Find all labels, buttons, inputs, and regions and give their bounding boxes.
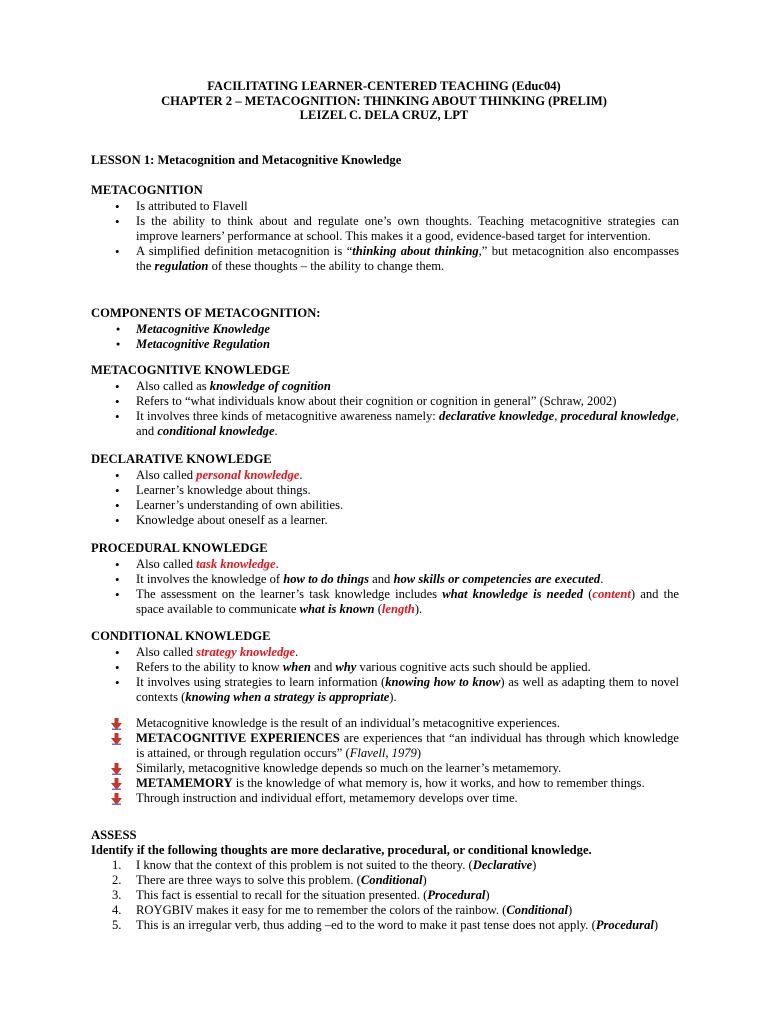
arrow-down-icon: [111, 763, 122, 775]
list-item: • Also called task knowledge.: [91, 557, 679, 572]
list-item: Metacognitive knowledge is the result of an individual’s metacognitive experiences.: [111, 716, 679, 731]
section-heading: METACOGNITION: [91, 183, 203, 197]
question-item: 5. This is an irregular verb, thus adding –ed to the word to make it past tense does not apply. (Procedural): [112, 918, 659, 932]
question-item: 3. This fact is essential to recall for the situation presented. (Procedural): [112, 888, 490, 902]
section-metacognitive-knowledge: [91, 363, 679, 439]
question-list: [91, 858, 681, 933]
section-heading: PROCEDURAL KNOWLEDGE: [91, 541, 268, 555]
bullet-list: [91, 645, 679, 705]
list-item: ● Metacognitive Knowledge: [91, 322, 679, 337]
bullet-list: [91, 557, 679, 617]
list-item: • Refers to the ability to know when and why various cognitive acts such should be applied.: [91, 660, 679, 675]
list-item: • The assessment on the learner’s task knowledge includes what knowledge is needed (content) and the space available to communicate what is known (length).: [91, 587, 679, 617]
list-item: • Also called as knowledge of cognition: [91, 379, 679, 394]
section-declarative-knowledge: [91, 452, 679, 528]
section-heading: ASSESS: [91, 828, 137, 842]
list-item: • Also called strategy knowledge.: [91, 645, 679, 660]
list-item: • Learner’s knowledge about things.: [91, 483, 679, 498]
author-name: LEIZEL C. DELA CRUZ, LPT: [299, 108, 469, 122]
list-item: • It involves using strategies to learn information (knowing how to know) as well as adapting them to novel contexts (knowing when a strategy is appropriate).: [91, 675, 679, 705]
list-item: Through instruction and individual effort, metamemory develops over time.: [111, 791, 679, 806]
bullet-list: [91, 322, 679, 352]
list-item: • A simplified definition metacognition is “thinking about thinking,” but metacognition also encompasses the regulation of these thoughts – the ability to change them.: [91, 244, 679, 274]
arrow-down-icon: [111, 793, 122, 805]
chapter-title: CHAPTER 2 – METACOGNITION: THINKING ABOUT THINKING (PRELIM): [161, 93, 607, 108]
list-item: METACOGNITIVE EXPERIENCES are experiences that “an individual has through which knowledge is attained, or through regulation occurs” (Flavell, 1979): [111, 731, 679, 761]
section-heading: CONDITIONAL KNOWLEDGE: [91, 629, 271, 643]
question-item: 1. I know that the context of this problem is not suited to the theory. (Declarative): [112, 858, 537, 872]
list-item: ● Metacognitive Regulation: [91, 337, 679, 352]
section-components: [91, 306, 679, 352]
section-procedural-knowledge: [91, 541, 679, 617]
list-item: • Also called personal knowledge.: [91, 468, 679, 483]
arrow-down-icon: [111, 733, 122, 745]
arrow-bullet-list: [111, 716, 679, 806]
document-header: [0, 79, 768, 123]
section-heading: DECLARATIVE KNOWLEDGE: [91, 452, 272, 466]
section-conditional-knowledge: [91, 629, 679, 705]
list-item: • Is the ability to think about and regulate one’s own thoughts. Teaching metacognitive strategies can improve learners’ performance at school. This makes it a good, evidence-based target for intervention.: [91, 214, 679, 244]
arrow-down-icon: [111, 778, 122, 790]
question-item: 4. ROYGBIV makes it easy for me to remember the colors of the rainbow. (Conditional): [112, 903, 573, 917]
list-item: • Learner’s understanding of own abilities.: [91, 498, 679, 513]
bullet-list: [91, 199, 679, 274]
section-metacognition: [91, 183, 679, 274]
lesson-title: LESSON 1: Metacognition and Metacognitive Knowledge: [91, 153, 402, 167]
section-assess: [91, 828, 681, 933]
list-item: • Refers to “what individuals know about their cognition or cognition in general” (Schraw, 2002): [91, 394, 679, 409]
list-item: Similarly, metacognitive knowledge depends so much on the learner’s metamemory.: [111, 761, 679, 776]
list-item: • It involves the knowledge of how to do things and how skills or competencies are executed.: [91, 572, 679, 587]
question-item: 2. There are three ways to solve this problem. (Conditional): [112, 873, 427, 887]
assess-instruction: Identify if the following thoughts are more declarative, procedural, or conditional knowledge.: [91, 843, 592, 857]
bullet-list: [91, 379, 679, 439]
list-item: • Is attributed to Flavell: [91, 199, 679, 214]
section-heading: COMPONENTS OF METACOGNITION:: [91, 306, 321, 320]
course-title: FACILITATING LEARNER-CENTERED TEACHING (Educ04): [207, 79, 561, 93]
section-heading: METACOGNITIVE KNOWLEDGE: [91, 363, 290, 377]
arrow-down-icon: [111, 718, 122, 730]
bullet-list: [91, 468, 679, 528]
list-item: METAMEMORY is the knowledge of what memory is, how it works, and how to remember things.: [111, 776, 679, 791]
list-item: • Knowledge about oneself as a learner.: [91, 513, 679, 528]
list-item: • It involves three kinds of metacognitive awareness namely: declarative knowledge, procedural knowledge, and conditional knowledge.: [91, 409, 679, 439]
